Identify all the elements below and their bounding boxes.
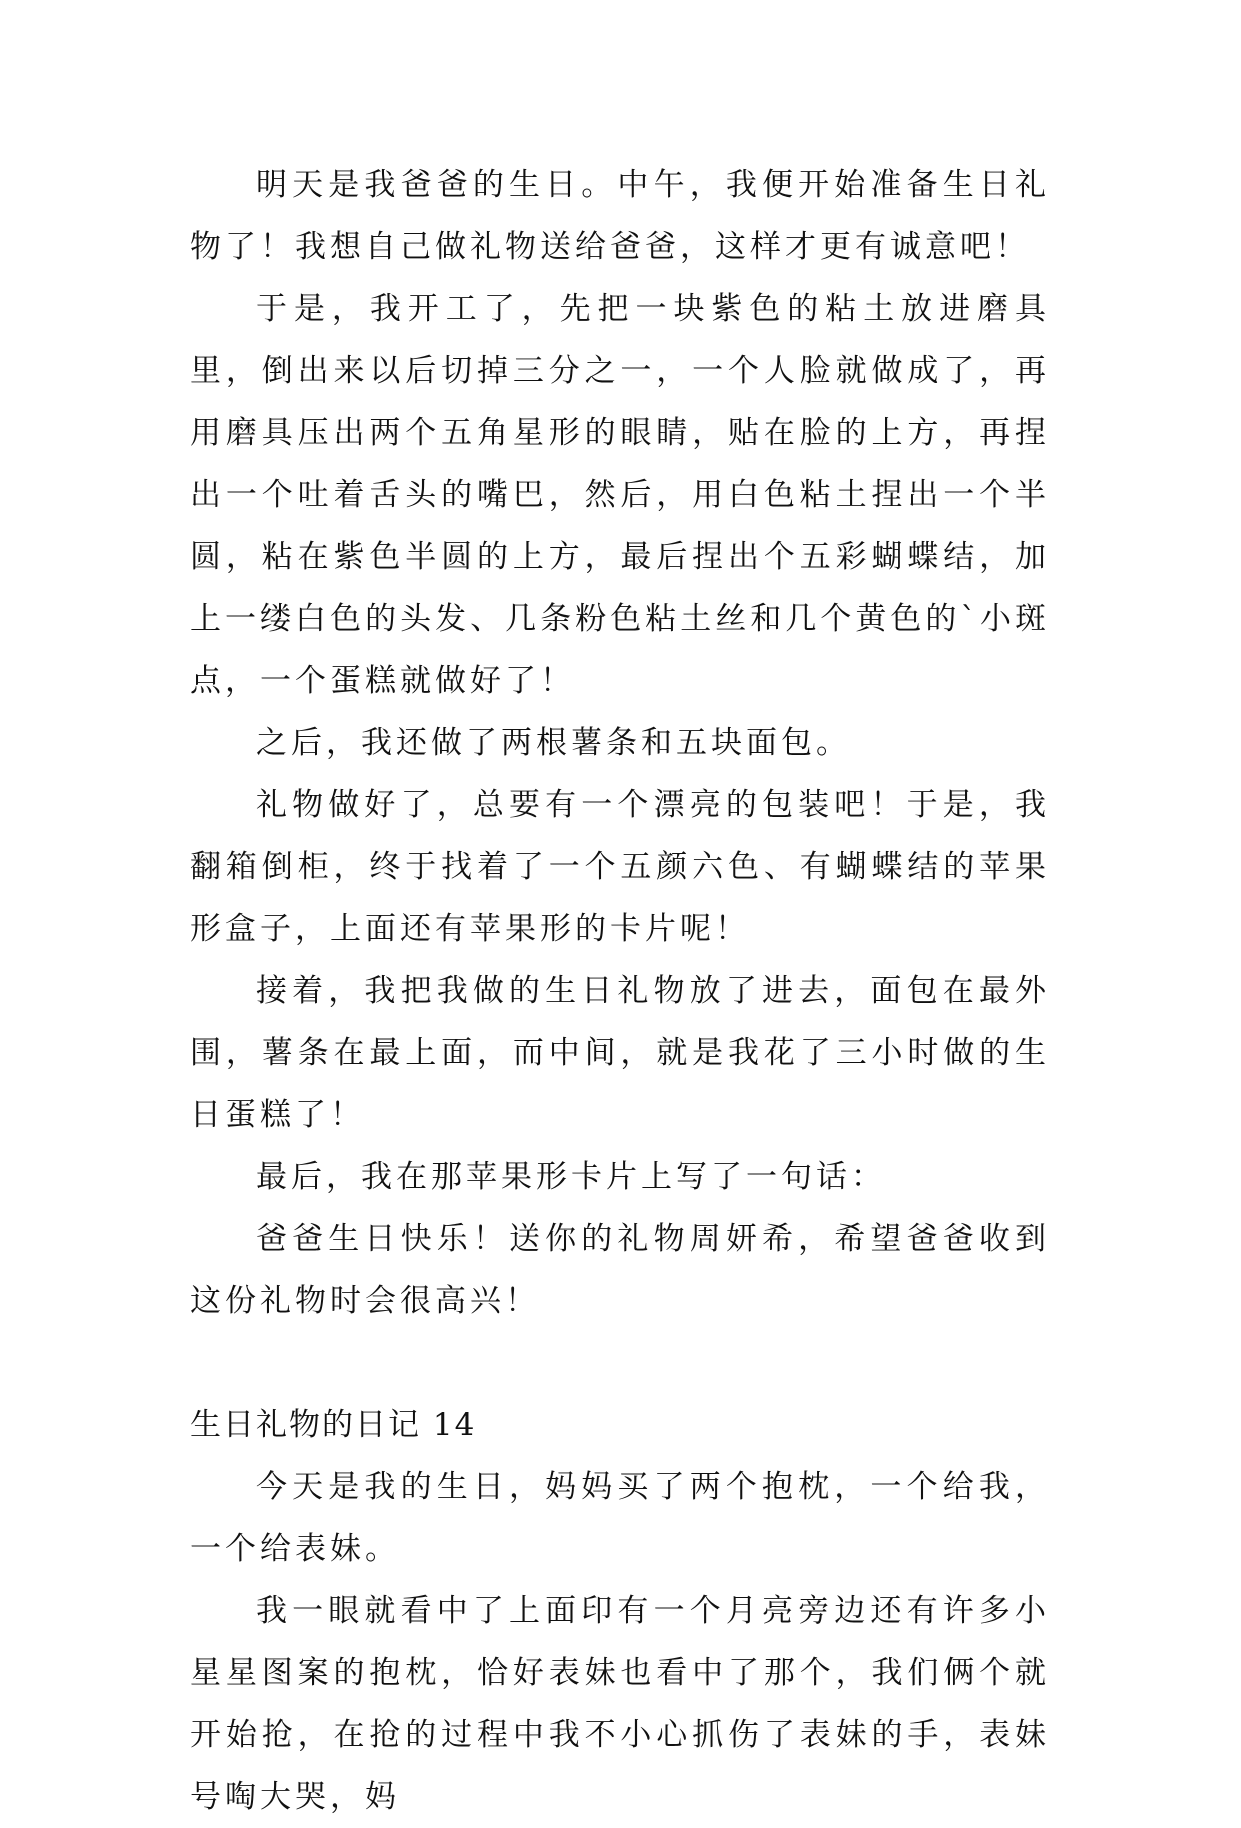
paragraph: 礼物做好了，总要有一个漂亮的包装吧！于是，我翻箱倒柜，终于找着了一个五颜六色、有蝴蝶结的苹果形盒子，上面还有苹果形的卡片呢！	[190, 787, 1050, 947]
paragraph: 我一眼就看中了上面印有一个月亮旁边还有许多小星星图案的抱枕，恰好表妹也看中了那个，我们俩个就开始抢，在抢的过程中我不小心抓伤了表妹的手，表妹号啕大哭，妈	[190, 1593, 1050, 1815]
paragraph: 明天是我爸爸的生日。中午，我便开始准备生日礼物了！我想自己做礼物送给爸爸，这样才更有诚意吧！	[190, 167, 1050, 265]
paragraph: 之后，我还做了两根薯条和五块面包。	[256, 725, 851, 761]
paragraph: 爸爸生日快乐！送你的礼物周妍希，希望爸爸收到这份礼物时会很高兴！	[190, 1221, 1050, 1319]
paragraph: 最后，我在那苹果形卡片上写了一句话：	[256, 1159, 886, 1195]
paragraph: 今天是我的生日，妈妈买了两个抱枕，一个给我，一个给表妹。	[190, 1469, 1050, 1567]
paragraph: 接着，我把我做的生日礼物放了进去，面包在最外围，薯条在最上面，而中间，就是我花了三小时做的生日蛋糕了！	[190, 973, 1050, 1133]
document-body	[190, 154, 1050, 1828]
paragraph: 于是，我开工了，先把一块紫色的粘土放进磨具里，倒出来以后切掉三分之一，一个人脸就做成了，再用磨具压出两个五角星形的眼睛，贴在脸的上方，再捏出一个吐着舌头的嘴巴，然后，用白色粘土捏出一个半圆，粘在紫色半圆的上方，最后捏出个五彩蝴蝶结，加上一缕白色的头发、几条粉色粘土丝和几个黄色的`小斑点，一个蛋糕就做好了！	[190, 291, 1050, 699]
section-title: 生日礼物的日记 14	[190, 1407, 477, 1443]
